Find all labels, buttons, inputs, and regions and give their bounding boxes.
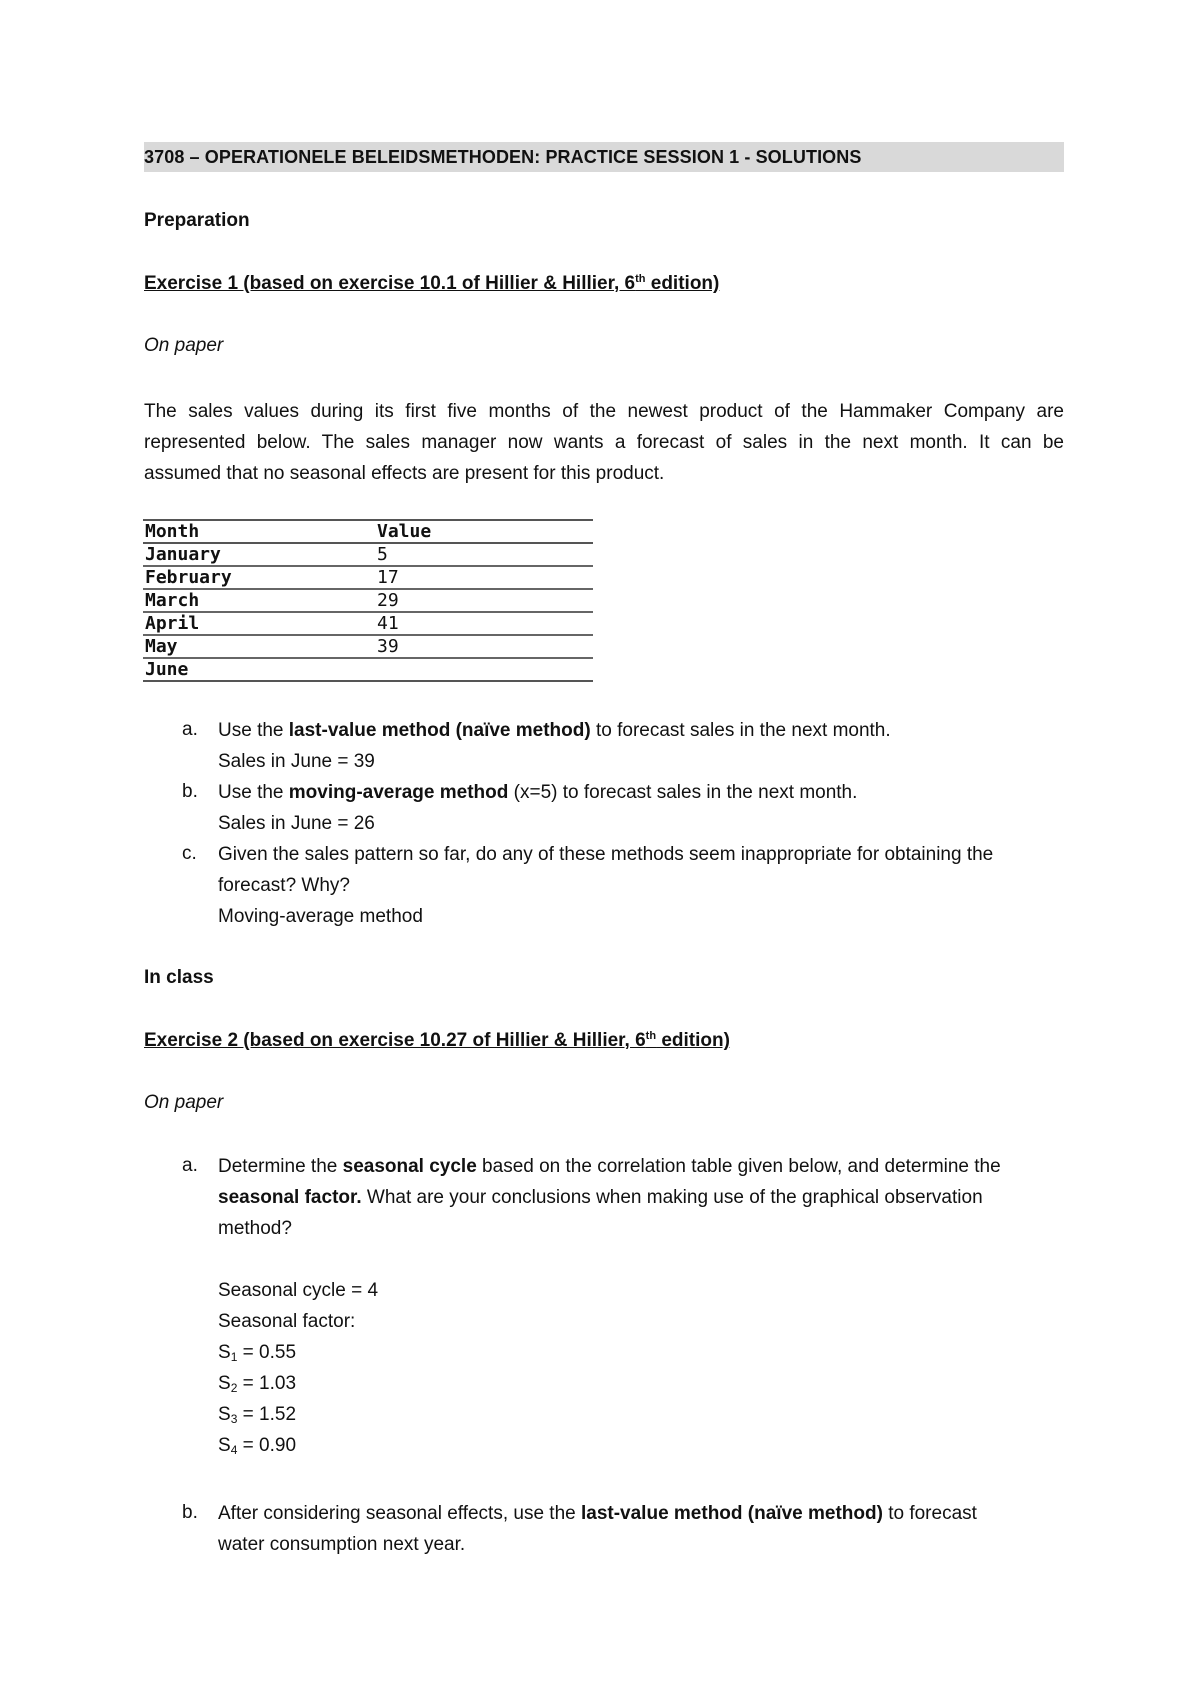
item-c-answer: Moving-average method (218, 906, 423, 927)
ex2-item-a-line1: Determine the seasonal cycle based on the correlation table given below, and determine the (218, 1156, 1001, 1177)
header-month: Month (143, 520, 375, 543)
table-row (143, 589, 593, 612)
exercise1-heading: Exercise 1 (based on exercise 10.1 of Hillier & Hillier, 6th edition) (144, 273, 720, 294)
ex2-item-a-line2: seasonal factor. What are your conclusions when making use of the graphical observation (218, 1187, 983, 1208)
item-c-question-line1: Given the sales pattern so far, do any of these methods seem inappropriate for obtaining the (218, 844, 994, 865)
value-cell (375, 658, 593, 681)
item-c (218, 839, 1068, 932)
header-value: Value (375, 520, 593, 543)
ex2-item-a-marker: a. (182, 1155, 198, 1176)
intro-line-1: The sales values during its first five months of the newest product of the Hammaker Company are (144, 401, 1064, 422)
item-c-marker: c. (182, 843, 197, 864)
value-cell: 29 (375, 589, 593, 612)
seasonal-factor-3: $S_3 = 1.52$ (218, 1404, 297, 1426)
exercise1-on-paper: On paper (144, 335, 224, 356)
ex2-item-b-line1: After considering seasonal effects, use the last-value method (naïve method) to forecast (218, 1503, 977, 1524)
value-cell: 41 (375, 612, 593, 635)
seasonal-factor-4: $S_4 = 0.90$ (218, 1435, 297, 1457)
item-b-question: Use the moving-average method (x=5) to forecast sales in the next month. (218, 782, 858, 803)
value-cell: 17 (375, 566, 593, 589)
page-title: 3708 – OPERATIONELE BELEIDSMETHODEN: PRACTICE SESSION 1 - SOLUTIONS (144, 147, 862, 167)
seasonal-cycle: Seasonal cycle = 4 (218, 1280, 379, 1301)
table-row (143, 543, 593, 566)
item-b-answer: Sales in June = 26 (218, 813, 375, 834)
item-a (218, 715, 1068, 777)
month-cell: May (143, 635, 375, 658)
ex2-item-a-line3: method? (218, 1218, 292, 1239)
ex2-item-b-marker: b. (182, 1502, 198, 1523)
value-cell: 5 (375, 543, 593, 566)
ex2-item-a (218, 1151, 1068, 1461)
item-b-marker: b. (182, 781, 198, 802)
table-row (143, 612, 593, 635)
seasonal-factor-label: Seasonal factor: (218, 1311, 356, 1332)
item-a-marker: a. (182, 719, 198, 740)
month-cell: January (143, 543, 375, 566)
table-row (143, 635, 593, 658)
exercise2-on-paper: On paper (144, 1092, 224, 1113)
exercise1-intro (144, 396, 1064, 489)
preparation-heading: Preparation (144, 210, 250, 231)
in-class-heading: In class (144, 967, 214, 988)
intro-line-3: assumed that no seasonal effects are present for this product. (144, 463, 665, 484)
sales-table (143, 519, 593, 682)
exercise2-heading: Exercise 2 (based on exercise 10.27 of Hillier & Hillier, 6th edition) (144, 1030, 730, 1051)
item-a-question: Use the last-value method (naïve method) to forecast sales in the next month. (218, 720, 891, 741)
seasonal-factor-2: $S_2 = 1.03$ (218, 1373, 297, 1395)
ex2-item-b-line2: water consumption next year. (218, 1534, 466, 1555)
seasonal-factor-1: $S_1 = 0.55$ (218, 1342, 297, 1364)
month-cell: March (143, 589, 375, 612)
table-row (143, 658, 593, 681)
intro-line-2: represented below. The sales manager now wants a forecast of sales in the next month. It can be (144, 432, 1064, 453)
table-header-row (143, 520, 593, 543)
item-b (218, 777, 1068, 839)
item-a-answer: Sales in June = 39 (218, 751, 375, 772)
month-cell: April (143, 612, 375, 635)
item-c-question-line2: forecast? Why? (218, 875, 350, 896)
month-cell: June (143, 658, 375, 681)
month-cell: February (143, 566, 375, 589)
ex2-item-b (218, 1498, 1068, 1560)
value-cell: 39 (375, 635, 593, 658)
table-row (143, 566, 593, 589)
